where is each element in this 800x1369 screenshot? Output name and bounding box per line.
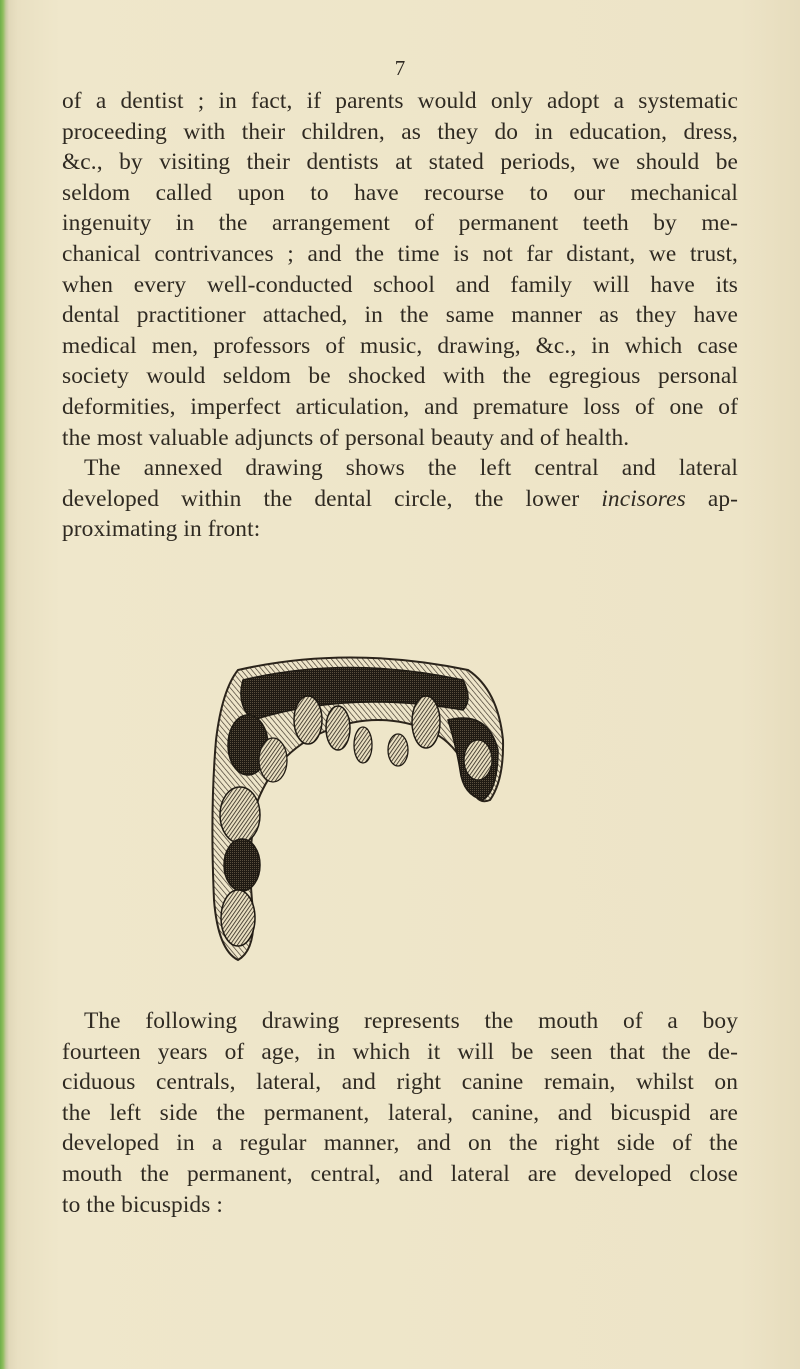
tooth — [354, 727, 372, 763]
tooth — [220, 787, 260, 843]
text-line: mouth the permanent, central, and lateral are developed close — [62, 1160, 738, 1187]
text-line: proceeding with their children, as they do in education, dress, — [62, 118, 738, 145]
tooth — [412, 696, 440, 748]
text-line: the most valuable adjuncts of personal beauty and of health. — [62, 424, 630, 451]
text-line: dental practitioner attached, in the same manner as they have — [62, 302, 738, 329]
text-line: ciduous centrals, lateral, and right canine remain, whilst on — [62, 1069, 738, 1096]
dental-arch-illustration — [198, 650, 538, 970]
text-line: the left side the permanent, lateral, canine, and bicuspid are — [62, 1099, 738, 1126]
tooth — [388, 734, 408, 766]
page-number: 7 — [394, 56, 406, 80]
text-line: deformities, imperfect articulation, and premature loss of one of — [62, 393, 738, 420]
text-block-top — [62, 86, 738, 545]
text-line: society would seldom be shocked with the egregious personal — [62, 363, 738, 390]
tooth — [221, 890, 255, 946]
page-gutter — [0, 0, 9, 1369]
italic-term: incisores — [601, 485, 686, 512]
text-line: ingenuity in the arrangement of permanent teeth by me- — [62, 210, 738, 237]
text-fragment: developed within the dental circle, the lower — [62, 485, 580, 512]
text-line: developed in a regular manner, and on the right side of the — [62, 1130, 738, 1157]
text-line: seldom called upon to have recourse to our mechanical — [62, 179, 738, 206]
text-line: chanical contrivances ; and the time is not far distant, we trust, — [62, 240, 738, 267]
text-line: to the bicuspids : — [62, 1191, 223, 1218]
text-line: of a dentist ; in fact, if parents would only adopt a systematic — [62, 88, 738, 114]
tooth — [224, 839, 260, 891]
tooth — [259, 738, 287, 782]
tooth — [464, 740, 492, 780]
text-line: when every well-conducted school and family will have its — [62, 271, 738, 298]
text-line: The following drawing represents the mouth of a boy — [84, 1008, 738, 1034]
tooth — [294, 696, 322, 744]
text-line: fourteen years of age, in which it will be seen that the de- — [62, 1038, 738, 1065]
text-fragment: ap- — [707, 485, 739, 512]
text-block-bottom — [62, 1006, 738, 1220]
tooth — [326, 706, 350, 750]
text-line-with-italic — [62, 484, 738, 515]
text-line: The annexed drawing shows the left central and lateral — [84, 455, 738, 482]
text-line: &c., by visiting their dentists at stated periods, we should be — [62, 149, 738, 176]
text-line: proximating in front: — [62, 516, 261, 543]
text-line: medical men, professors of music, drawing, &c., in which case — [62, 332, 738, 359]
